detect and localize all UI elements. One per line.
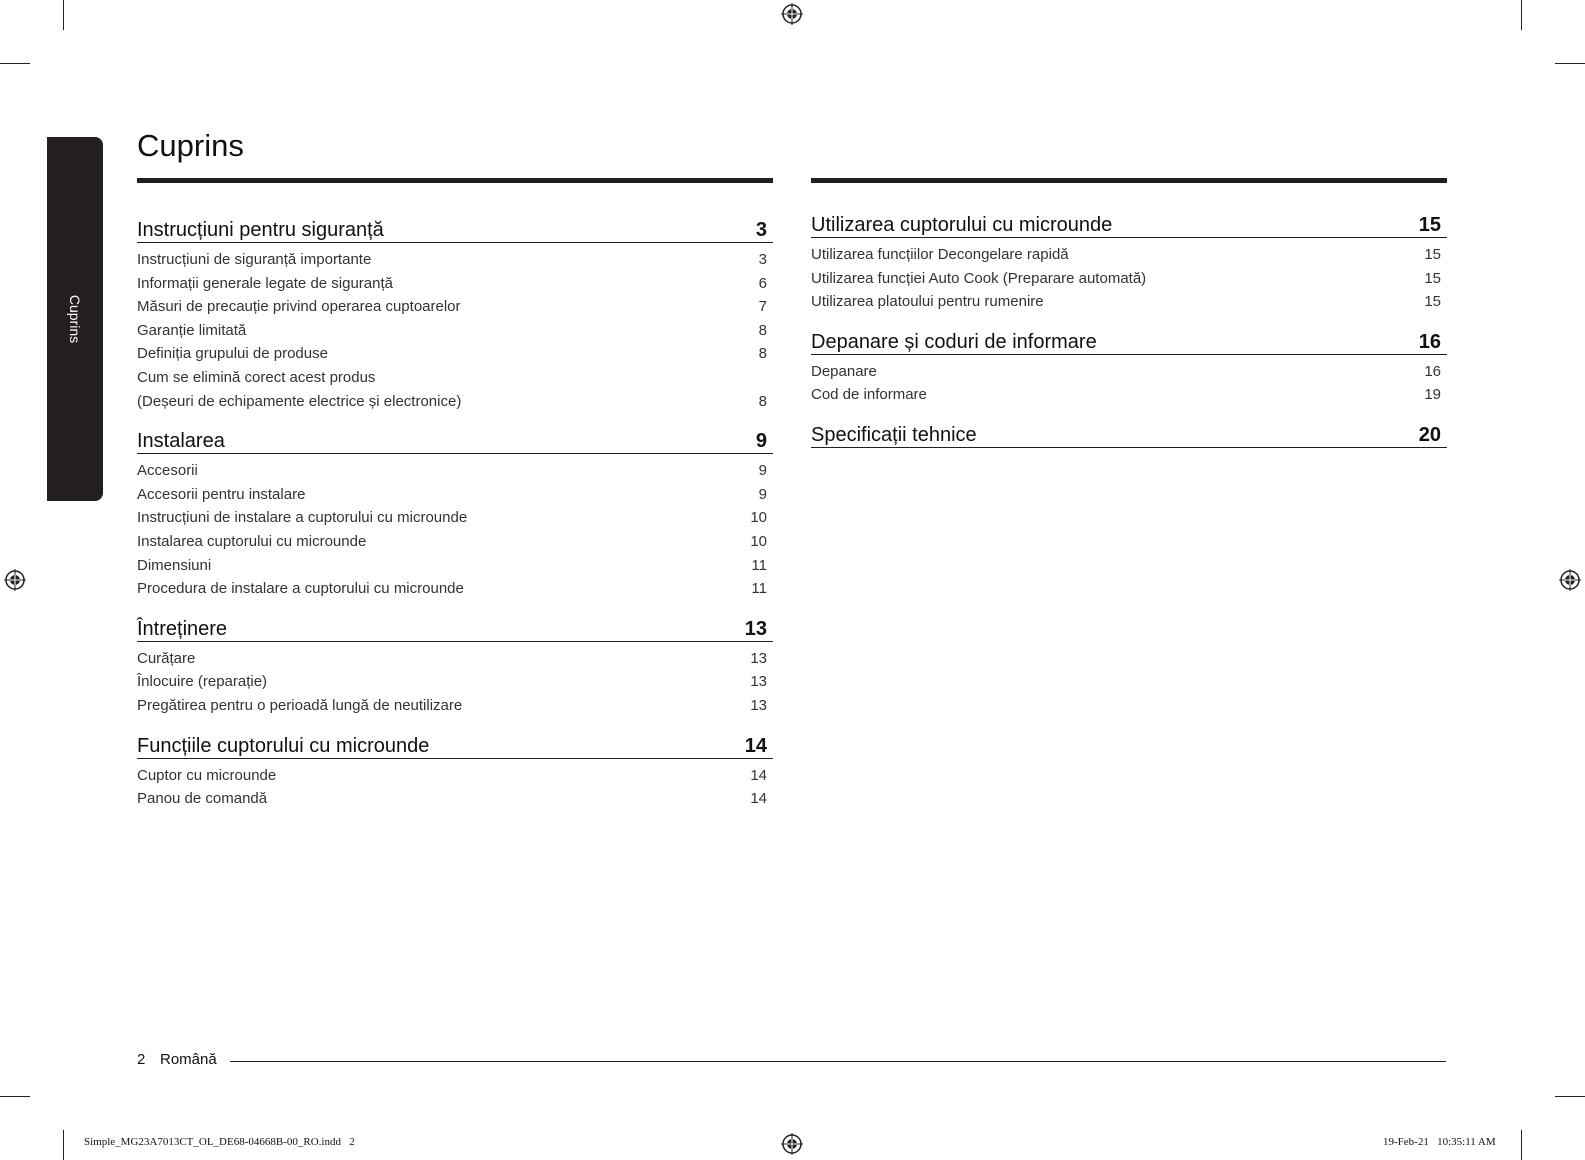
section-page-number: 14: [744, 734, 767, 757]
section-title: Instalarea: [137, 430, 225, 453]
toc-entry-page-number: 9: [758, 462, 767, 480]
toc-entry[interactable]: [137, 787, 773, 811]
toc-entry-page-number: 8: [758, 345, 767, 363]
toc-entry-label: Utilizarea funcției Auto Cook (Preparare automată): [811, 269, 1147, 287]
toc-entry[interactable]: [811, 267, 1447, 291]
toc-entry-page-number: 16: [1424, 362, 1441, 380]
side-tab: [47, 137, 103, 501]
crop-mark: [0, 1096, 30, 1097]
toc-section-heading[interactable]: [811, 324, 1447, 355]
toc-entry[interactable]: [137, 272, 773, 296]
toc-entry-page-number: 10: [750, 509, 767, 527]
toc-entry-page-number: 15: [1424, 293, 1441, 311]
toc-entry-page-number: 8: [758, 321, 767, 339]
toc-entry-label: Accesorii pentru instalare: [137, 485, 306, 503]
toc-entry-list: [811, 355, 1447, 417]
toc-entry[interactable]: [137, 483, 773, 507]
toc-entry-label: Cuptor cu microunde: [137, 766, 277, 784]
toc-entry-page-number: 8: [758, 392, 767, 410]
section-page-number: 15: [1418, 214, 1441, 236]
left-title-rule: [137, 178, 773, 183]
toc-entry-label: Dimensiuni: [137, 556, 212, 574]
toc-entry-list: [811, 448, 1447, 463]
toc-section: [811, 207, 1447, 324]
toc-entry-page-number: 3: [758, 251, 767, 268]
toc-entry-label: Pregătirea pentru o perioadă lungă de neutilizare: [137, 696, 463, 714]
toc-section-heading[interactable]: [137, 728, 773, 759]
toc-entry-page-number: 11: [751, 556, 767, 574]
toc-left-column: [137, 212, 773, 821]
toc-entry[interactable]: [137, 319, 773, 343]
toc-entry-page-number: 11: [751, 580, 767, 598]
toc-entry-list: [137, 759, 773, 821]
toc-entry[interactable]: [811, 290, 1447, 314]
toc-entry[interactable]: [137, 506, 773, 530]
toc-right-column: [811, 207, 1447, 463]
toc-entry[interactable]: [137, 554, 773, 578]
toc-entry-label: Instalarea cuptorului cu microunde: [137, 532, 367, 550]
toc-entry-label: Definiția grupului de produse: [137, 345, 328, 363]
page-title: Cuprins: [137, 128, 244, 163]
toc-entry[interactable]: [137, 342, 773, 366]
toc-section-heading[interactable]: [811, 207, 1447, 238]
toc-entry-label: Curățare: [137, 649, 196, 667]
crop-mark: [1555, 63, 1585, 64]
section-page-number: 3: [755, 219, 767, 241]
toc-entry-page-number: 10: [750, 532, 767, 550]
section-page-number: 16: [1418, 330, 1441, 353]
section-title: Întreținere: [137, 617, 228, 640]
toc-entry-label: Accesorii: [137, 462, 198, 480]
toc-entry[interactable]: [137, 366, 773, 413]
toc-entry[interactable]: [137, 530, 773, 554]
toc-entry-label: Instrucțiuni de instalare a cuptorului cu microunde: [137, 509, 468, 527]
registration-mark-icon: [1559, 569, 1581, 591]
toc-entry[interactable]: [137, 647, 773, 671]
toc-entry-page-number: 15: [1424, 246, 1441, 263]
toc-entry-page-number: 7: [758, 298, 767, 316]
toc-entry[interactable]: [137, 764, 773, 788]
section-page-number: 20: [1418, 423, 1441, 446]
toc-section-heading[interactable]: [811, 417, 1447, 448]
slug-filename: Simple_MG23A7013CT_OL_DE68-04668B-00_RO.indd 2: [84, 1136, 355, 1148]
registration-mark-icon: [781, 3, 803, 25]
toc-entry-page-number: 19: [1424, 386, 1441, 404]
footer-page-number: 2: [137, 1051, 146, 1068]
section-title: Utilizarea cuptorului cu microunde: [811, 214, 1113, 236]
toc-section-heading[interactable]: [137, 423, 773, 454]
section-title: Instrucțiuni pentru siguranță: [137, 219, 384, 241]
toc-entry-page-number: 9: [758, 485, 767, 503]
toc-section-heading[interactable]: [137, 212, 773, 243]
toc-entry-label: Cum se elimină corect acest produs: [137, 368, 376, 386]
toc-entry-page-number: 14: [750, 766, 767, 784]
toc-entry[interactable]: [137, 459, 773, 483]
toc-entry[interactable]: [137, 295, 773, 319]
toc-section: [137, 212, 773, 423]
toc-entry[interactable]: [137, 694, 773, 718]
section-title: Depanare și coduri de informare: [811, 330, 1097, 353]
toc-section: [811, 417, 1447, 463]
toc-entry-page-number: 14: [750, 790, 767, 808]
toc-entry-label: Utilizarea platoului pentru rumenire: [811, 293, 1044, 311]
toc-entry-label: Procedura de instalare a cuptorului cu microunde: [137, 580, 464, 598]
toc-entry[interactable]: [811, 243, 1447, 267]
crop-mark: [0, 63, 30, 64]
toc-entry-label: Cod de informare: [811, 386, 927, 404]
section-page-number: 9: [755, 430, 767, 453]
toc-entry-page-number: 13: [750, 649, 767, 667]
toc-entry-label: Măsuri de precauție privind operarea cuptoarelor: [137, 298, 461, 316]
registration-mark-icon: [781, 1133, 803, 1155]
footer-language: Română: [160, 1051, 217, 1068]
crop-mark: [1555, 1096, 1585, 1097]
toc-entry-label: Panou de comandă: [137, 790, 268, 808]
toc-entry-list: [137, 642, 773, 728]
crop-mark: [1521, 1130, 1522, 1160]
footer-rule: [230, 1061, 1446, 1062]
crop-mark: [63, 0, 64, 30]
section-title: Specificații tehnice: [811, 423, 977, 446]
toc-entry-label: Instrucțiuni de siguranță importante: [137, 251, 372, 268]
toc-entry-label: Garanție limitată: [137, 321, 247, 339]
toc-entry[interactable]: [811, 383, 1447, 407]
toc-section: [137, 728, 773, 821]
toc-entry-page-number: 13: [750, 673, 767, 691]
toc-entry-label: Depanare: [811, 362, 877, 380]
toc-section: [811, 324, 1447, 417]
right-title-rule: [811, 178, 1447, 183]
side-tab-label: Cuprins: [67, 294, 83, 344]
toc-entry-label: (Deșeuri de echipamente electrice și electronice): [137, 392, 462, 410]
toc-entry-label: Înlocuire (reparație): [137, 673, 268, 691]
toc-entry[interactable]: [137, 248, 773, 272]
slug-timestamp: 19-Feb-21 10:35:11 AM: [1383, 1136, 1496, 1148]
toc-entry[interactable]: [811, 360, 1447, 384]
toc-entry[interactable]: [137, 670, 773, 694]
section-title: Funcțiile cuptorului cu microunde: [137, 734, 430, 757]
toc-entry-label: Utilizarea funcțiilor Decongelare rapidă: [811, 246, 1069, 263]
toc-entry-label: Informații generale legate de siguranță: [137, 274, 393, 292]
toc-entry-list: [137, 454, 773, 611]
toc-entry-page-number: 13: [750, 696, 767, 714]
crop-mark: [63, 1130, 64, 1160]
toc-entry-page-number: 15: [1424, 269, 1441, 287]
crop-mark: [1521, 0, 1522, 30]
registration-mark-icon: [4, 569, 26, 591]
toc-entry[interactable]: [137, 577, 773, 601]
toc-section: [137, 611, 773, 728]
toc-entry-list: [811, 238, 1447, 324]
toc-section: [137, 423, 773, 611]
toc-entry-page-number: 6: [758, 274, 767, 292]
toc-entry-list: [137, 243, 773, 423]
section-page-number: 13: [744, 617, 767, 640]
toc-section-heading[interactable]: [137, 611, 773, 642]
